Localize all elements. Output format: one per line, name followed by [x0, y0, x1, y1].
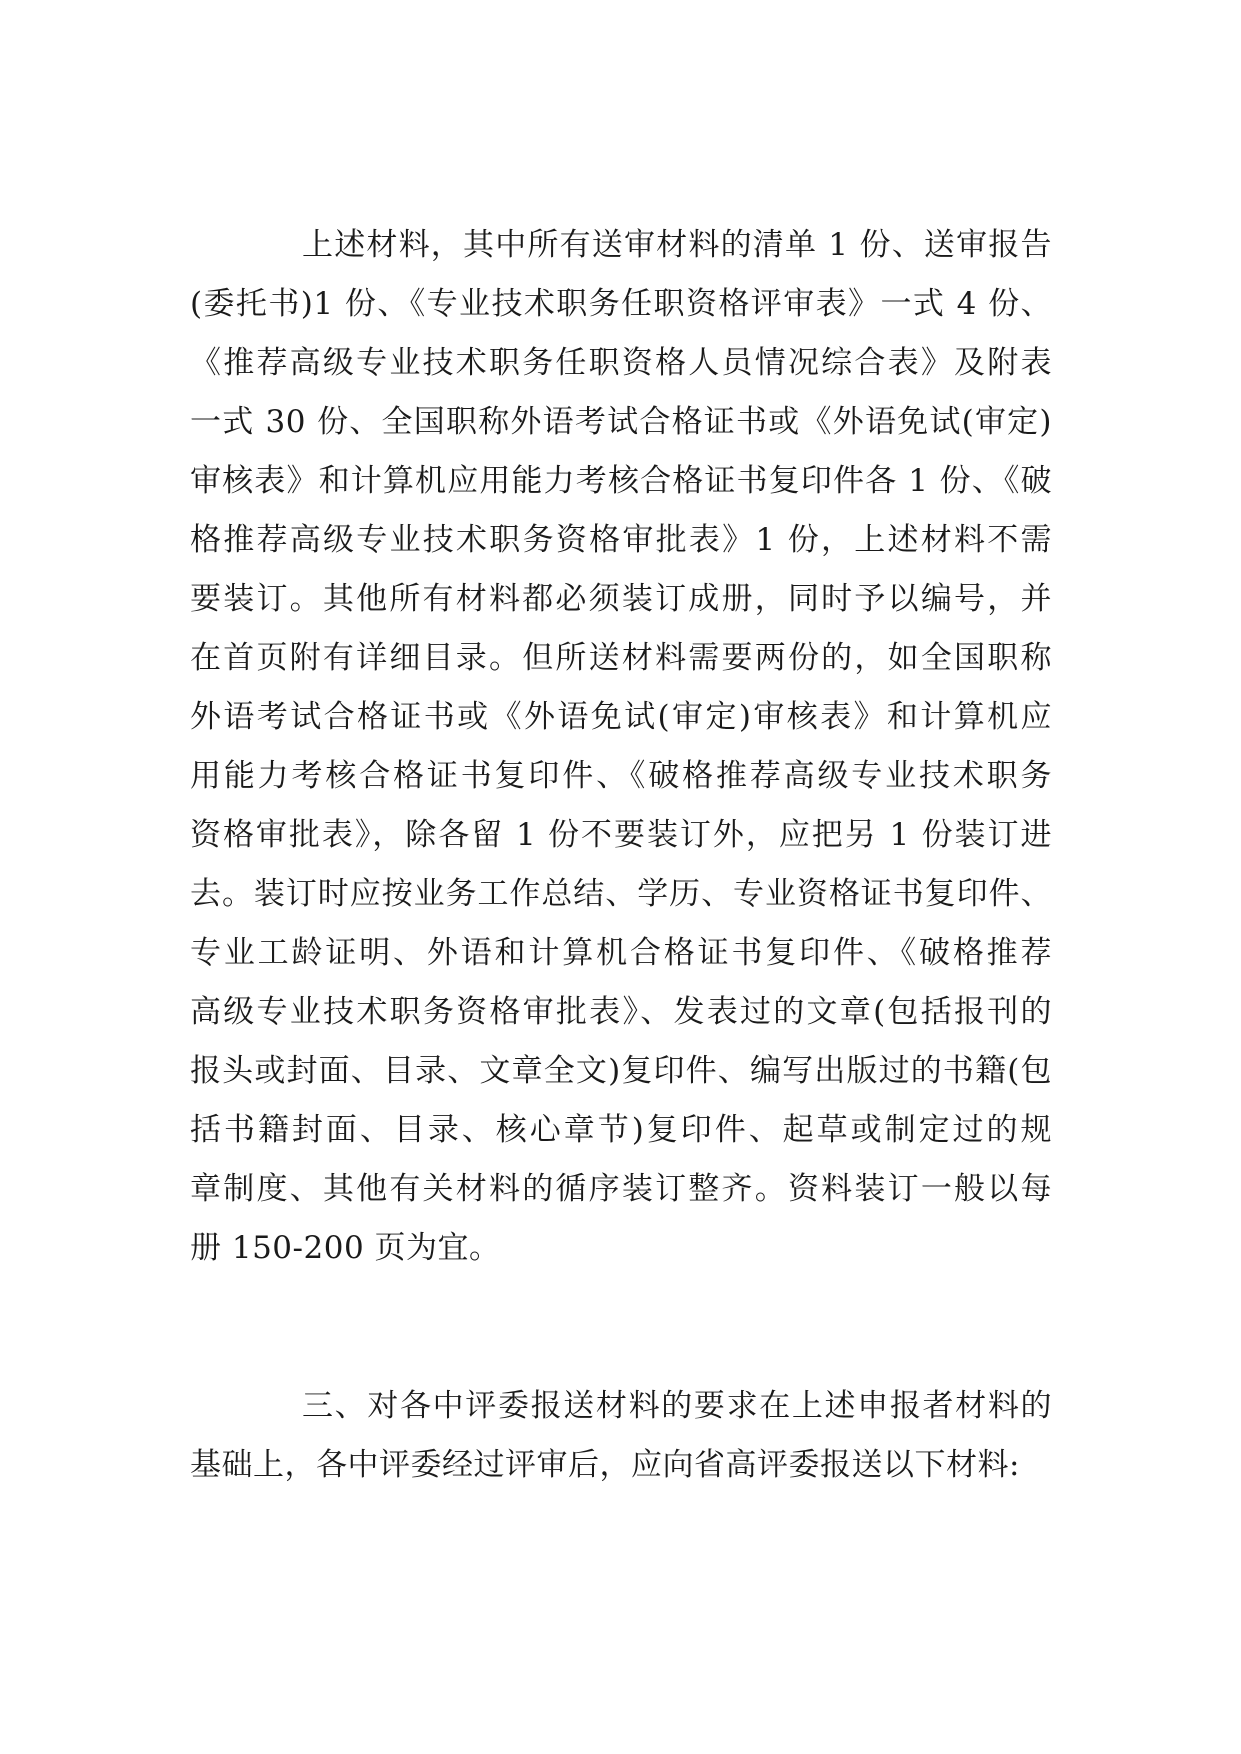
text-line: 一式 30 份、全国职称外语考试合格证书或《外语免试(审定) — [190, 404, 1052, 440]
text-line: 册 150-200 页为宜。 — [190, 1230, 501, 1266]
text-line: 章制度、其他有关材料的循序装订整齐。资料装订一般以每 — [190, 1171, 1052, 1207]
text-line: 去。装订时应按业务工作总结、学历、专业资格证书复印件、 — [190, 876, 1052, 912]
text-line: 要装订。其他所有材料都必须装订成册，同时予以编号，并 — [190, 581, 1052, 617]
body-paragraph-section-three — [190, 1377, 1052, 1495]
text-line: 在首页附有详细目录。但所送材料需要两份的，如全国职称 — [190, 640, 1052, 676]
text-line: 《推荐高级专业技术职务任职资格人员情况综合表》及附表 — [190, 345, 1052, 381]
text-line: 审核表》和计算机应用能力考核合格证书复印件各 1 份、《破 — [190, 463, 1052, 499]
body-paragraph-materials — [190, 216, 1052, 1278]
text-line: 用能力考核合格证书复印件、《破格推荐高级专业技术职务 — [190, 758, 1052, 794]
text-line: 上述材料，其中所有送审材料的清单 1 份、送审报告 — [302, 227, 1052, 263]
text-line: 三、对各中评委报送材料的要求在上述申报者材料的 — [302, 1388, 1052, 1424]
text-line: 报头或封面、目录、文章全文)复印件、编写出版过的书籍(包 — [190, 1053, 1052, 1089]
text-line: 专业工龄证明、外语和计算机合格证书复印件、《破格推荐 — [190, 935, 1052, 971]
text-line: (委托书)1 份、《专业技术职务任职资格评审表》一式 4 份、 — [190, 286, 1052, 322]
text-line: 高级专业技术职务资格审批表》、发表过的文章(包括报刊的 — [190, 994, 1052, 1030]
text-line: 资格审批表》，除各留 1 份不要装订外，应把另 1 份装订进 — [190, 817, 1052, 853]
text-line: 外语考试合格证书或《外语免试(审定)审核表》和计算机应 — [190, 699, 1052, 735]
text-line: 基础上，各中评委经过评审后，应向省高评委报送以下材料: — [190, 1447, 1020, 1483]
text-line: 格推荐高级专业技术职务资格审批表》1 份，上述材料不需 — [190, 522, 1052, 558]
text-line: 括书籍封面、目录、核心章节)复印件、起草或制定过的规 — [190, 1112, 1052, 1148]
